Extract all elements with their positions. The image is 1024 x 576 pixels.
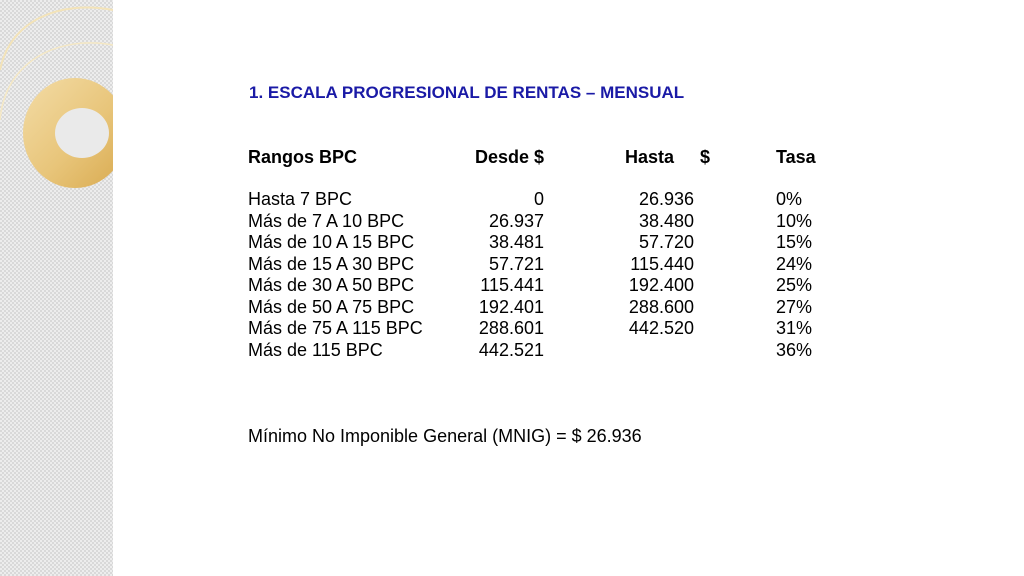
- cell-tasa: 0%: [776, 189, 803, 209]
- cell-desde: 26.937: [488, 210, 544, 231]
- cell-desde: 192.401: [478, 296, 544, 317]
- cell-tasa: 36%: [776, 339, 813, 360]
- cell-hasta: 442.520: [628, 318, 694, 338]
- header-rangos: Rangos BPC: [248, 147, 358, 167]
- cell-hasta: 57.720: [638, 232, 694, 252]
- cell-rango: Más de 50 A 75 BPC: [248, 296, 415, 317]
- cell-hasta: 115.440: [630, 253, 694, 274]
- header-hasta-currency: $: [700, 147, 711, 167]
- cell-tasa: 15%: [776, 232, 813, 252]
- cell-rango: Más de 10 A 15 BPC: [248, 232, 415, 252]
- cell-tasa: 10%: [776, 210, 813, 231]
- header-tasa: Tasa: [776, 147, 816, 167]
- cell-rango: Más de 30 A 50 BPC: [248, 275, 415, 295]
- decorative-ring: [0, 0, 113, 200]
- cell-desde: 115.441: [480, 275, 544, 295]
- page-title: 1. ESCALA PROGRESIONAL DE RENTAS – MENSUAL: [249, 83, 685, 102]
- cell-tasa: 27%: [776, 296, 813, 317]
- cell-tasa: 24%: [776, 253, 813, 274]
- cell-tasa: 31%: [776, 318, 813, 338]
- cell-rango: Más de 15 A 30 BPC: [248, 253, 415, 274]
- cell-desde: 442.521: [478, 339, 544, 360]
- cell-hasta: 192.400: [628, 275, 694, 295]
- cell-desde: 288.601: [478, 318, 544, 338]
- cell-desde: 0: [533, 189, 544, 209]
- cell-rango: Más de 115 BPC: [248, 339, 383, 360]
- cell-desde: 38.481: [488, 232, 544, 252]
- cell-rango: Hasta 7 BPC: [248, 189, 353, 209]
- cell-hasta: 38.480: [638, 210, 694, 231]
- cell-hasta: 288.600: [628, 296, 694, 317]
- cell-rango: Más de 75 A 115 BPC: [248, 318, 423, 338]
- cell-tasa: 25%: [776, 275, 813, 295]
- cell-rango: Más de 7 A 10 BPC: [248, 210, 405, 231]
- cell-desde: 57.721: [488, 253, 544, 274]
- cell-hasta: 26.936: [638, 189, 694, 209]
- mnig-note: Mínimo No Imponible General (MNIG) = $ 26.936: [248, 426, 642, 446]
- header-desde: Desde $: [475, 147, 545, 167]
- header-hasta: Hasta: [625, 147, 675, 167]
